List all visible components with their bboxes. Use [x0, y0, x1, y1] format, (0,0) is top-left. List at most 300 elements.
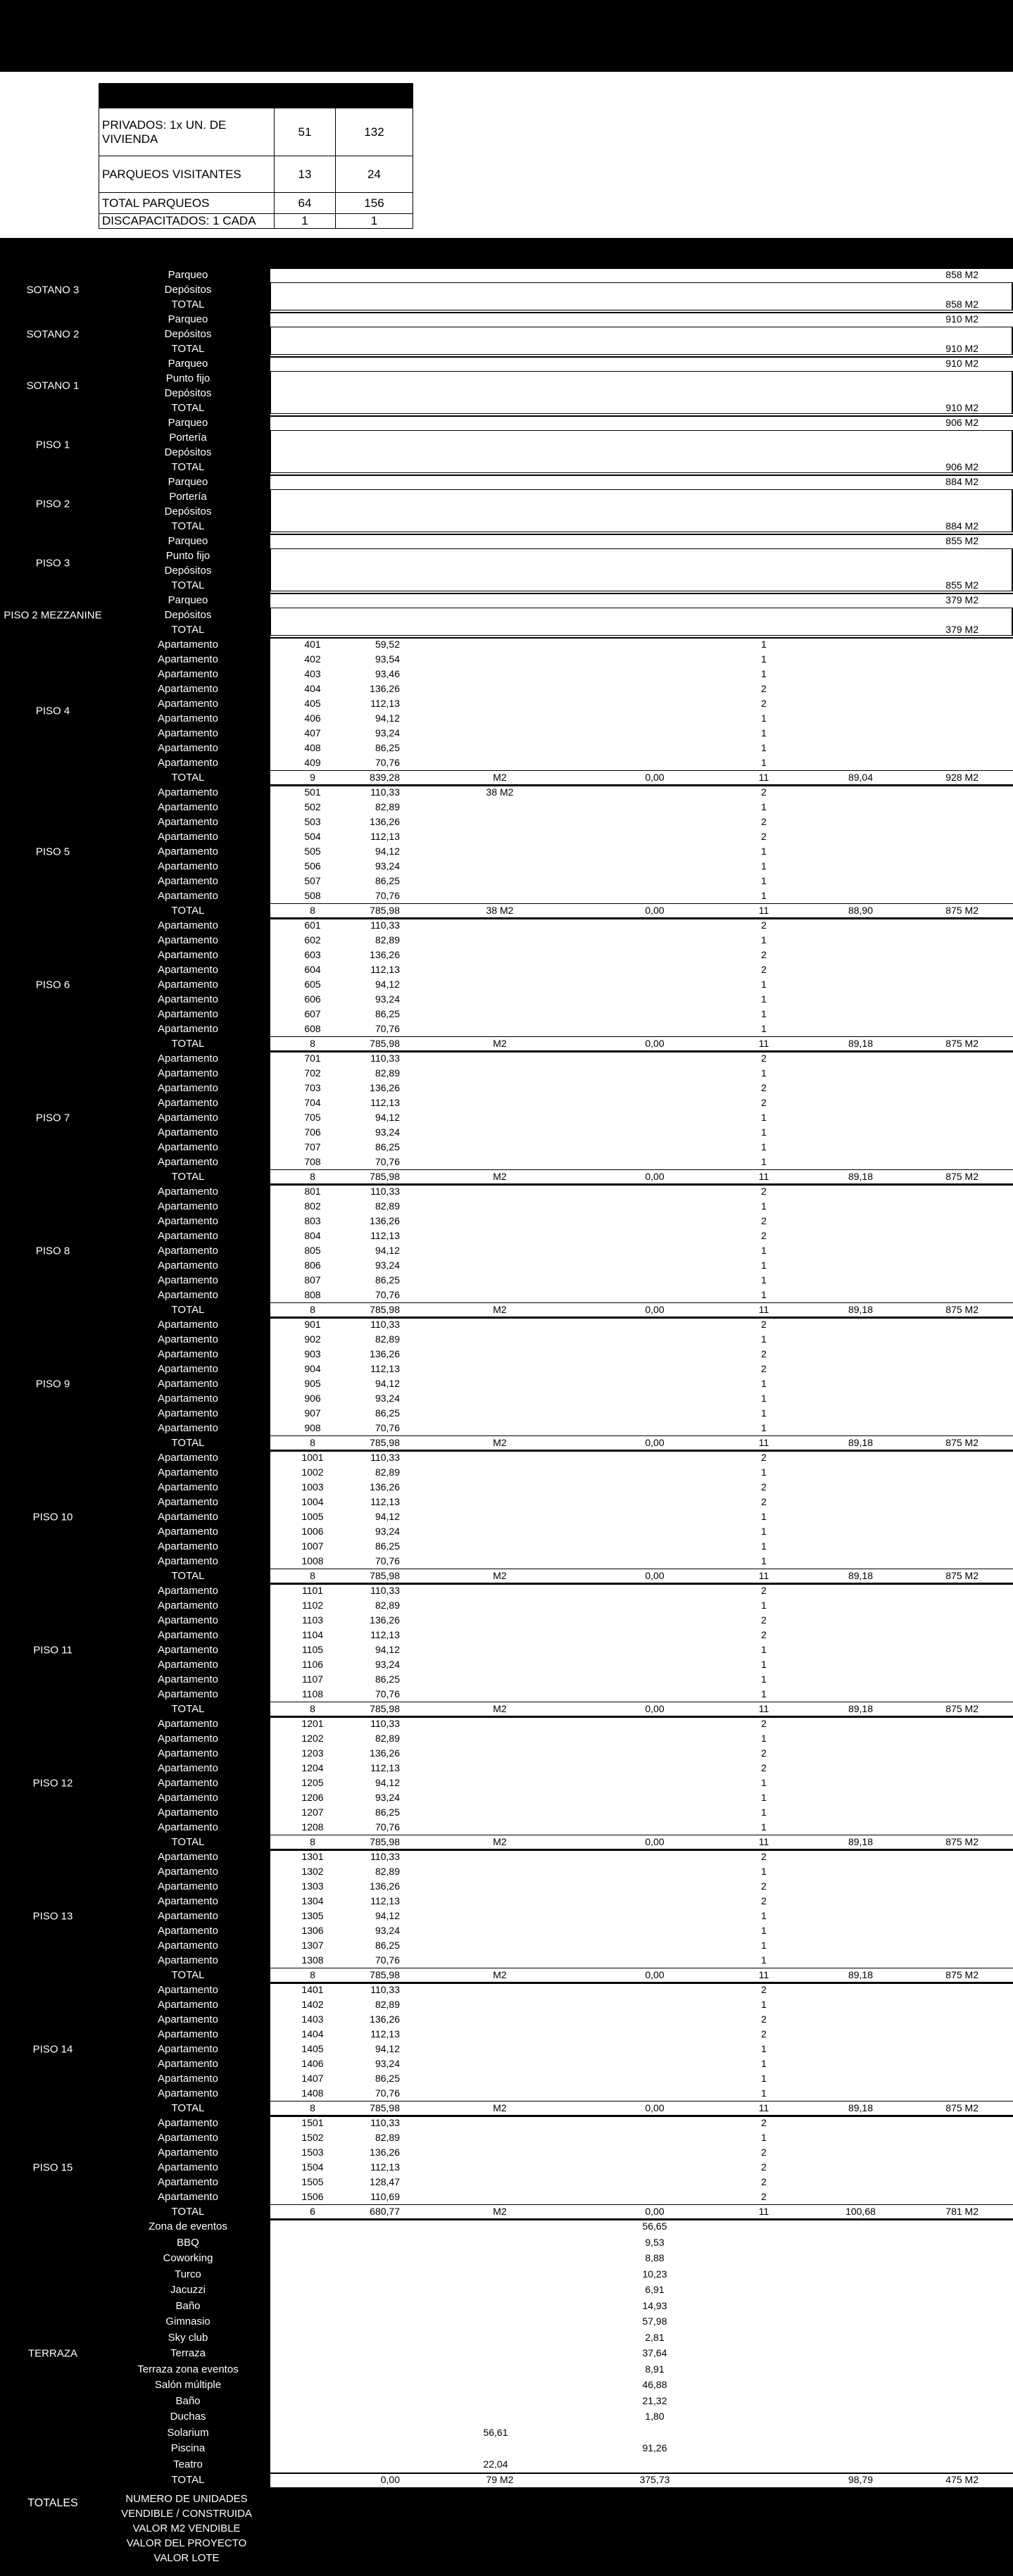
unit-area: 112,13 — [370, 964, 400, 975]
table-row — [0, 829, 1013, 844]
table-row — [0, 1953, 1013, 1968]
unit-number: 1308 — [301, 1954, 324, 1966]
table-row — [0, 1702, 1013, 1716]
unit-bedrooms: 1 — [761, 1999, 767, 2010]
table-row — [0, 1687, 1013, 1702]
unit-number: 608 — [304, 1023, 321, 1034]
amenity-area: 56,65 — [642, 2220, 667, 2232]
totals-line: VALOR DEL PROYECTO — [126, 2537, 247, 2549]
unit-number: 604 — [304, 964, 321, 975]
total-sum: 875 M2 — [945, 1171, 979, 1182]
row-label: Apartamento — [158, 1954, 218, 1966]
unit-bedrooms: 1 — [761, 1940, 767, 1951]
row-label: Baño — [175, 2299, 201, 2312]
unit-area: 94,12 — [375, 1378, 400, 1389]
unit-area: 86,25 — [375, 742, 400, 753]
unit-bedrooms: 1 — [761, 668, 767, 679]
unit-area: 82,89 — [375, 801, 400, 812]
unit-bedrooms: 2 — [761, 1186, 767, 1197]
divider — [270, 534, 1013, 535]
unit-bedrooms: 2 — [761, 816, 767, 827]
unit-number: 706 — [304, 1126, 321, 1138]
row-label: Apartamento — [158, 993, 218, 1005]
unit-number: 805 — [304, 1245, 321, 1256]
row-label: Apartamento — [158, 2117, 218, 2129]
floor-section — [0, 1051, 1013, 1184]
amenity-area: 21,32 — [642, 2394, 667, 2406]
table-row — [0, 1968, 1013, 1983]
table-row — [0, 2394, 1013, 2410]
row-label: Apartamento — [158, 1762, 218, 1774]
unit-area: 82,89 — [375, 2132, 400, 2143]
unit-number: 506 — [304, 860, 321, 872]
amenity-area: 2,81 — [645, 2331, 665, 2343]
row-label: TOTAL — [171, 2206, 205, 2218]
amenity-area: 8,91 — [645, 2363, 665, 2375]
row-label: TOTAL — [171, 772, 205, 784]
table-row — [0, 2204, 1013, 2219]
row-label: Parqueo — [168, 313, 208, 325]
unit-area: 93,54 — [375, 653, 400, 665]
row-label: Coworking — [163, 2252, 213, 2264]
section-name: PISO 5 — [35, 846, 70, 857]
table-row — [0, 667, 1013, 681]
unit-area: 110,33 — [370, 1718, 400, 1729]
unit-bedrooms: 2 — [761, 949, 767, 960]
unit-bedrooms: 1 — [761, 742, 767, 753]
table-row — [0, 1036, 1013, 1051]
unit-bedrooms: 1 — [761, 1067, 767, 1079]
table-row — [0, 1642, 1013, 1657]
divider — [270, 312, 1013, 313]
unit-bedrooms: 2 — [761, 2028, 767, 2040]
total-value: 0,00 — [645, 1038, 665, 1049]
unit-area: 112,13 — [370, 698, 400, 709]
row-label: Apartamento — [158, 1378, 218, 1390]
unit-area: 110,33 — [370, 1984, 400, 1995]
unit-bedrooms: 1 — [761, 1008, 767, 1019]
table-row — [0, 1081, 1013, 1095]
row-label: TOTAL — [171, 1836, 205, 1848]
row-label: Apartamento — [158, 2058, 218, 2070]
unit-area: 94,12 — [375, 846, 400, 857]
row-label: Apartamento — [158, 1319, 218, 1331]
unit-number: 1504 — [301, 2161, 324, 2173]
row-label: Apartamento — [158, 1481, 218, 1493]
floor-section — [0, 637, 1013, 785]
total-area-value: 910 M2 — [945, 343, 979, 354]
summary-label: PARQUEOS VISITANTES — [99, 156, 275, 193]
total-value: 0,00 — [645, 2206, 665, 2217]
total-m2: M2 — [493, 1969, 507, 1980]
unit-number: 605 — [304, 979, 321, 990]
total-area: 0,00 — [380, 2474, 400, 2485]
row-label: TOTAL — [171, 1969, 205, 1981]
row-label: Apartamento — [158, 1289, 218, 1301]
section-name: PISO 4 — [35, 705, 70, 717]
total-m2: M2 — [493, 1570, 507, 1581]
unit-bedrooms: 1 — [761, 1555, 767, 1566]
unit-area: 110,33 — [370, 1053, 400, 1064]
total-count: 8 — [310, 1570, 315, 1581]
unit-area: 136,26 — [370, 2013, 400, 2025]
floor-box — [270, 430, 1013, 473]
floor-box — [270, 548, 1013, 591]
row-label: Apartamento — [158, 1274, 218, 1286]
row-label: TOTAL — [171, 1570, 205, 1582]
total-sum: 875 M2 — [945, 1304, 979, 1315]
total-value: 0,00 — [645, 2102, 665, 2113]
row-label: Apartamento — [158, 2043, 218, 2055]
table-row — [0, 2027, 1013, 2042]
unit-bedrooms: 1 — [761, 1259, 767, 1271]
total-sum: 875 M2 — [945, 905, 979, 916]
unit-number: 508 — [304, 890, 321, 901]
row-label: Apartamento — [158, 1792, 218, 1804]
row-label: Apartamento — [158, 1629, 218, 1641]
total-area: 785,98 — [370, 905, 400, 916]
unit-area: 94,12 — [375, 1511, 400, 1522]
table-row — [0, 2101, 1013, 2116]
total-beds: 11 — [758, 1969, 769, 1980]
unit-area: 93,24 — [375, 860, 400, 872]
table-row — [0, 1199, 1013, 1214]
row-label: Apartamento — [158, 1141, 218, 1153]
unit-number: 1207 — [301, 1807, 324, 1818]
unit-number: 802 — [304, 1200, 321, 1212]
unit-bedrooms: 1 — [761, 639, 767, 650]
total-count: 8 — [310, 1038, 315, 1049]
table-row — [0, 2330, 1013, 2346]
unit-area: 82,89 — [375, 1999, 400, 2010]
unit-number: 1006 — [301, 1526, 324, 1537]
total-beds: 11 — [758, 2102, 769, 2113]
total-area: 785,98 — [370, 1437, 400, 1448]
section-band — [0, 238, 1013, 268]
table-row — [0, 356, 1013, 371]
unit-number: 505 — [304, 846, 321, 857]
total-beds: 11 — [758, 905, 769, 916]
unit-bedrooms: 1 — [761, 1673, 767, 1685]
unit-number: 703 — [304, 1082, 321, 1093]
table-row — [0, 977, 1013, 992]
table-row — [0, 2145, 1013, 2160]
unit-number: 704 — [304, 1097, 321, 1108]
divider — [270, 1302, 1013, 1303]
table-row — [0, 815, 1013, 829]
total-m2: M2 — [493, 2206, 507, 2217]
unit-area: 110,33 — [370, 1186, 400, 1197]
unit-bedrooms: 1 — [761, 1407, 767, 1419]
unit-area: 94,12 — [375, 1644, 400, 1655]
row-label: Depósitos — [164, 609, 212, 621]
unit-bedrooms: 2 — [761, 1984, 767, 1995]
total-value: 0,00 — [645, 1570, 665, 1581]
row-label: Apartamento — [158, 831, 218, 843]
amenity-private-area: 56,61 — [483, 2426, 508, 2438]
floor-section — [0, 534, 1013, 593]
table-row — [0, 755, 1013, 770]
section-name: PISO 7 — [35, 1112, 70, 1124]
unit-number: 902 — [304, 1333, 321, 1345]
unit-area: 70,76 — [375, 1688, 400, 1699]
table-row — [0, 1672, 1013, 1687]
table-row — [0, 2473, 1013, 2487]
unit-bedrooms: 2 — [761, 2161, 767, 2173]
unit-bedrooms: 2 — [761, 1880, 767, 1892]
unit-number: 1202 — [301, 1733, 324, 1744]
unit-area: 82,89 — [375, 1733, 400, 1744]
total-count: 8 — [310, 1304, 315, 1315]
table-row — [0, 652, 1013, 667]
unit-number: 1403 — [301, 2013, 324, 2025]
table-row — [0, 312, 1013, 327]
unit-area: 70,76 — [375, 1289, 400, 1300]
divider — [270, 2473, 1013, 2474]
total-sum: 875 M2 — [945, 2102, 979, 2113]
table-row — [0, 2299, 1013, 2315]
row-label: Depósitos — [164, 565, 212, 577]
unit-number: 407 — [304, 727, 321, 739]
section-name: SOTANO 3 — [26, 284, 80, 296]
unit-bedrooms: 1 — [761, 1540, 767, 1552]
unit-bedrooms: 2 — [761, 1348, 767, 1359]
total-avg: 89,18 — [848, 1437, 874, 1448]
table-row — [0, 1583, 1013, 1598]
unit-area: 93,24 — [375, 1526, 400, 1537]
unit-area: 94,12 — [375, 712, 400, 724]
unit-number: 504 — [304, 831, 321, 842]
unit-number: 1304 — [301, 1895, 324, 1906]
row-label: Apartamento — [158, 1866, 218, 1878]
total-area: 785,98 — [370, 1703, 400, 1714]
unit-area: 59,52 — [375, 639, 400, 650]
row-label: Apartamento — [158, 1230, 218, 1242]
table-row — [0, 1761, 1013, 1776]
row-label: Apartamento — [158, 2073, 218, 2085]
section-name: PISO 1 — [35, 439, 70, 451]
row-label: Apartamento — [158, 875, 218, 887]
unit-area: 110,69 — [370, 2191, 400, 2202]
unit-bedrooms: 1 — [761, 1245, 767, 1256]
table-row — [0, 1022, 1013, 1036]
area-value: 910 M2 — [945, 313, 979, 325]
section-name: PISO 14 — [32, 2043, 73, 2055]
total-avg: 89,18 — [848, 1171, 874, 1182]
table-row — [0, 1125, 1013, 1140]
unit-area: 110,33 — [370, 1585, 400, 1596]
unit-area: 93,24 — [375, 727, 400, 739]
total-m2: M2 — [493, 1836, 507, 1847]
unit-area: 93,24 — [375, 1126, 400, 1138]
amenity-area: 6,91 — [645, 2284, 665, 2295]
total-sum: 475 M2 — [945, 2474, 979, 2485]
row-label: TOTAL — [171, 402, 205, 414]
row-label: Apartamento — [158, 1156, 218, 1168]
summary-label: DISCAPACITADOS: 1 CADA — [99, 214, 275, 229]
table-row — [0, 1983, 1013, 1997]
total-area-value: 858 M2 — [945, 299, 979, 310]
floor-section — [0, 785, 1013, 918]
unit-area: 94,12 — [375, 1777, 400, 1788]
table-row — [0, 800, 1013, 815]
unit-area: 112,13 — [370, 1363, 400, 1374]
row-label: Apartamento — [158, 1348, 218, 1360]
floor-section — [0, 1849, 1013, 1983]
total-area: 785,98 — [370, 1570, 400, 1581]
row-label: Zona de eventos — [149, 2220, 227, 2232]
unit-bedrooms: 1 — [761, 2043, 767, 2054]
unit-area: 70,76 — [375, 1954, 400, 1966]
row-label: Apartamento — [158, 1555, 218, 1567]
row-label: Apartamento — [158, 1008, 218, 1020]
table-row — [0, 1110, 1013, 1125]
unit-number: 1301 — [301, 1851, 324, 1862]
unit-bedrooms: 1 — [761, 1141, 767, 1152]
unit-bedrooms: 2 — [761, 1629, 767, 1640]
totals-line: VALOR M2 VENDIBLE — [132, 2522, 241, 2534]
unit-number: 404 — [304, 683, 321, 694]
table-row — [0, 1894, 1013, 1909]
row-label: Sky club — [168, 2331, 208, 2344]
row-label: Apartamento — [158, 1466, 218, 1478]
unit-number: 1406 — [301, 2058, 324, 2069]
table-row — [0, 1229, 1013, 1243]
total-m2: M2 — [493, 2102, 507, 2113]
summary-row — [99, 156, 413, 193]
table-row — [0, 1509, 1013, 1524]
table-row — [0, 1095, 1013, 1110]
total-beds: 11 — [758, 1171, 769, 1182]
unit-bedrooms: 1 — [761, 979, 767, 990]
unit-area: 82,89 — [375, 1067, 400, 1079]
unit-number: 502 — [304, 801, 321, 812]
total-sum: 875 M2 — [945, 1437, 979, 1448]
row-label: Turco — [175, 2268, 201, 2280]
unit-bedrooms: 2 — [761, 1718, 767, 1729]
table-row — [0, 268, 1013, 282]
table-row — [0, 2175, 1013, 2189]
unit-area: 112,13 — [370, 1762, 400, 1773]
total-avg: 89,18 — [848, 1038, 874, 1049]
summary-row — [99, 108, 413, 156]
parking-summary-table — [99, 83, 413, 229]
row-label: Terraza — [170, 2347, 206, 2359]
unit-number: 1008 — [301, 1555, 324, 1566]
unit-area: 136,26 — [370, 2147, 400, 2158]
unit-number: 1503 — [301, 2147, 324, 2158]
total-count: 8 — [310, 1836, 315, 1847]
unit-area: 86,25 — [375, 1141, 400, 1152]
unit-number: 405 — [304, 698, 321, 709]
row-label: Apartamento — [158, 2013, 218, 2025]
summary-value-b: 132 — [336, 108, 413, 156]
unit-number: 1402 — [301, 1999, 324, 2010]
table-row — [0, 1391, 1013, 1406]
total-area-value: 884 M2 — [945, 520, 979, 532]
unit-bedrooms: 1 — [761, 757, 767, 768]
total-value: 0,00 — [645, 905, 665, 916]
unit-bedrooms: 1 — [761, 1274, 767, 1286]
table-row — [0, 1273, 1013, 1288]
unit-bedrooms: 1 — [761, 1688, 767, 1699]
unit-bedrooms: 2 — [761, 683, 767, 694]
unit-number: 1502 — [301, 2132, 324, 2143]
header-bar — [0, 0, 1013, 72]
row-label: Apartamento — [158, 2191, 218, 2203]
row-label: TOTAL — [171, 579, 205, 591]
unit-bedrooms: 1 — [761, 1733, 767, 1744]
row-label: Apartamento — [158, 1644, 218, 1656]
row-label: BBQ — [177, 2236, 199, 2249]
summary-header — [99, 84, 413, 108]
row-label: Apartamento — [158, 1999, 218, 2011]
total-avg: 89,04 — [848, 772, 874, 783]
row-label: TOTAL — [171, 2474, 205, 2486]
table-row — [0, 1258, 1013, 1273]
divider — [270, 903, 1013, 904]
table-row — [0, 1909, 1013, 1923]
row-label: Apartamento — [158, 1097, 218, 1109]
row-label: Depósitos — [164, 328, 212, 340]
floor-box — [270, 327, 1013, 355]
row-label: Parqueo — [168, 417, 208, 429]
row-label: Apartamento — [158, 979, 218, 991]
unit-area: 86,25 — [375, 1807, 400, 1818]
unit-bedrooms: 1 — [761, 1954, 767, 1966]
unit-area: 112,13 — [370, 1496, 400, 1507]
row-label: Parqueo — [168, 358, 208, 370]
divider — [270, 593, 1013, 594]
row-label: Apartamento — [158, 1407, 218, 1419]
table-row — [0, 2425, 1013, 2442]
unit-area: 86,25 — [375, 1940, 400, 1951]
row-label: Apartamento — [158, 964, 218, 976]
total-value: 0,00 — [645, 1304, 665, 1315]
table-row — [0, 1450, 1013, 1465]
table-row — [0, 1657, 1013, 1672]
table-row — [0, 2086, 1013, 2101]
table-row — [0, 1465, 1013, 1480]
unit-area: 86,25 — [375, 875, 400, 886]
row-label: Depósitos — [164, 387, 212, 399]
unit-number: 1401 — [301, 1984, 324, 1995]
table-row — [0, 844, 1013, 859]
unit-bedrooms: 1 — [761, 1289, 767, 1300]
unit-area: 110,33 — [370, 2117, 400, 2128]
total-count: 8 — [310, 1171, 315, 1182]
unit-bedrooms: 1 — [761, 2058, 767, 2069]
summary-row — [99, 214, 413, 229]
row-label: Apartamento — [158, 712, 218, 724]
unit-area: 93,24 — [375, 2058, 400, 2069]
unit-area: 70,76 — [375, 2087, 400, 2099]
unit-area: 112,13 — [370, 1895, 400, 1906]
total-avg: 89,18 — [848, 2102, 874, 2113]
floor-section — [0, 1716, 1013, 1849]
row-label: Apartamento — [158, 919, 218, 931]
unit-number: 1205 — [301, 1777, 324, 1788]
summary-value-a: 64 — [275, 193, 336, 214]
total-count: 8 — [310, 1703, 315, 1714]
unit-area: 70,76 — [375, 1821, 400, 1833]
row-label: Apartamento — [158, 860, 218, 872]
row-label: Parqueo — [168, 594, 208, 606]
total-beds: 11 — [758, 2206, 769, 2217]
total-area: 785,98 — [370, 1304, 400, 1315]
total-count: 6 — [310, 2206, 315, 2217]
summary-value-a: 1 — [275, 214, 336, 229]
